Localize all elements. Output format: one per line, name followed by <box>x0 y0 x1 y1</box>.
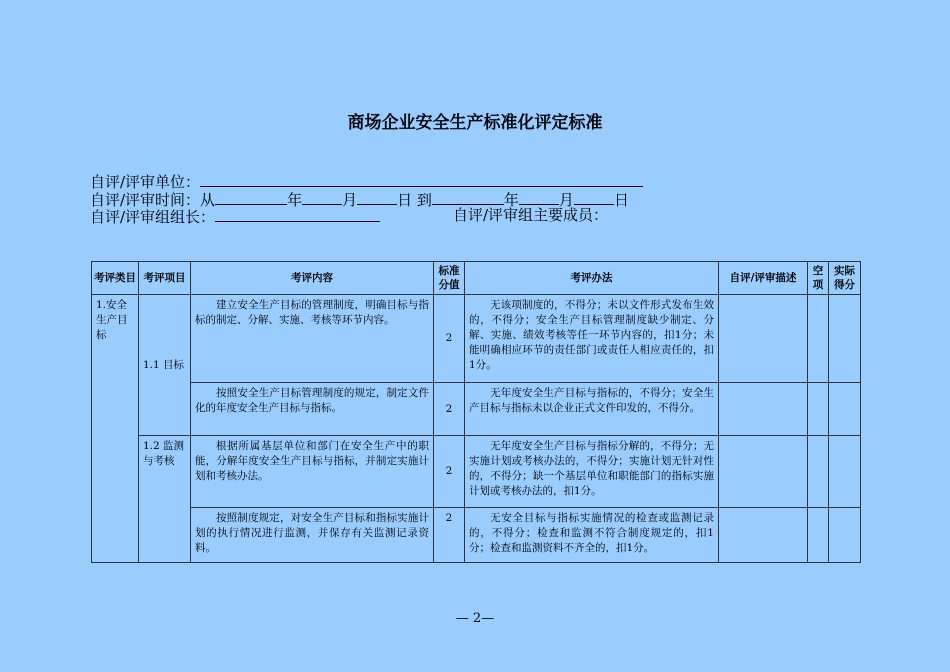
day-label: 日 <box>397 190 413 209</box>
to-label: 到 <box>416 190 432 209</box>
empty-cell[interactable] <box>808 436 829 508</box>
leader-label: 自评/评审组组长： <box>90 208 216 226</box>
end-year-blank <box>432 190 504 205</box>
actual-score-cell[interactable] <box>829 508 861 563</box>
end-month-blank <box>519 190 559 205</box>
header-category: 考评类目 <box>92 262 139 295</box>
score-cell: 2 <box>434 295 465 383</box>
time-label: 自评/评审时间：从 <box>90 190 216 209</box>
desc-cell[interactable] <box>719 508 808 563</box>
table-row <box>92 436 861 508</box>
method-cell: 无年度安全生产目标与指标分解的，不得分；无实施计划或考核办法的，不得分；实施计划无针对性的，不得分；缺一个基层单位和职能部门的指标实施计划或考核办法的，扣1分。 <box>465 436 719 508</box>
unit-label: 自评/评审单位： <box>90 173 201 191</box>
start-month-blank <box>302 190 342 205</box>
method-cell: 无安全目标与指标实施情况的检查或监测记录的，不得分；检查和监测不符合制度规定的，扣1分；检查和监测资料不齐全的，扣1分。 <box>465 508 719 563</box>
header-actual: 实际得分 <box>829 262 861 295</box>
item-cell-1-1: 1.1 目标 <box>139 295 191 436</box>
score-cell: 2 <box>434 508 465 563</box>
actual-score-cell[interactable] <box>829 436 861 508</box>
evaluation-table <box>91 261 861 563</box>
end-day-blank <box>574 190 614 205</box>
header-score: 标准分值 <box>434 262 465 295</box>
score-cell: 2 <box>434 436 465 508</box>
actual-score-cell[interactable] <box>829 383 861 436</box>
year-label-2: 年 <box>503 190 519 209</box>
header-content: 考评内容 <box>191 262 434 295</box>
document-title: 商场企业安全生产标准化评定标准 <box>347 113 603 133</box>
header-empty: 空项 <box>808 262 829 295</box>
empty-cell[interactable] <box>808 295 829 383</box>
start-year-blank <box>215 190 287 205</box>
form-time-row <box>90 190 643 208</box>
content-cell: 建立安全生产目标的管理制度，明确目标与指标的制定、分解、实施、考核等环节内容。 <box>191 295 434 383</box>
empty-cell[interactable] <box>808 508 829 563</box>
method-cell: 无年度安全生产目标与指标的，不得分；安全生产目标与指标未以企业正式文件印发的，不得分。 <box>465 383 719 436</box>
year-label: 年 <box>287 190 303 209</box>
item-cell-1-2: 1.2 监测与考核 <box>139 436 191 563</box>
desc-cell[interactable] <box>719 436 808 508</box>
day-label-2: 日 <box>613 190 629 209</box>
actual-score-cell[interactable] <box>829 295 861 383</box>
header-method: 考评办法 <box>465 262 719 295</box>
unit-blank <box>200 172 643 187</box>
members-label: 自评/评审组主要成员： <box>453 206 609 224</box>
leader-blank <box>215 207 380 222</box>
header-desc: 自评/评审描述 <box>719 262 808 295</box>
table-header-row <box>92 262 861 295</box>
category-cell: 1.安全生产目标 <box>92 295 139 563</box>
table-row <box>92 295 861 383</box>
method-cell: 无该项制度的，不得分；未以文件形式发布生效的，不得分；安全生产目标管理制度缺少制定、分解、实施、绩效考核等任一环节内容的，扣1分；未能明确相应环节的责任部门或责任人相应责任的，扣1分。 <box>465 295 719 383</box>
month-label: 月 <box>342 190 358 209</box>
desc-cell[interactable] <box>719 383 808 436</box>
content-cell: 根据所属基层单位和部门在安全生产中的职能，分解年度安全生产目标与指标，并制定实施计划和考核办法。 <box>191 436 434 508</box>
desc-cell[interactable] <box>719 295 808 383</box>
form-unit-row <box>90 172 643 190</box>
evaluation-form <box>90 172 643 225</box>
table-row <box>92 383 861 436</box>
month-label-2: 月 <box>558 190 574 209</box>
score-cell: 2 <box>434 383 465 436</box>
start-day-blank <box>357 190 397 205</box>
header-item: 考评项目 <box>139 262 191 295</box>
page-number: — 2— <box>455 611 495 626</box>
content-cell: 按照安全生产目标管理制度的规定，制定文件化的年度安全生产目标与指标。 <box>191 383 434 436</box>
content-cell: 按照制度规定，对安全生产目标和指标实施计划的执行情况进行监测，并保存有关监测记录资料。 <box>191 508 434 563</box>
form-leader-row <box>90 207 643 225</box>
empty-cell[interactable] <box>808 383 829 436</box>
table-row <box>92 508 861 563</box>
